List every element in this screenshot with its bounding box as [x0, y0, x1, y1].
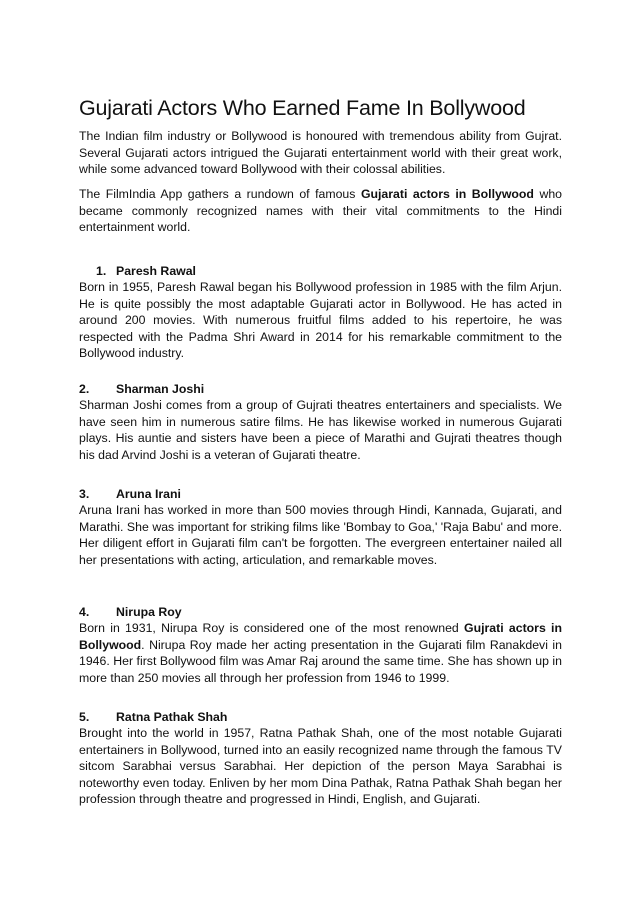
intro-paragraph-2	[79, 186, 562, 236]
actor-name: Ratna Pathak Shah	[116, 710, 228, 724]
actor-number: 4.	[79, 605, 90, 619]
actor-name: Sharman Joshi	[116, 382, 205, 396]
actor-description-1: Born in 1955, Paresh Rawal began his Bollywood profession in 1985 with the film Arjun. He is quite possibly the most adaptable Gujarati actor in Bollywood. He has acted in around 200 movies. With numerous fruitful films added to his repertoire, he was respected with the Padma Shri Award in 2014 for his remarkable commitment to the Bollywood industry.	[79, 280, 562, 361]
actor-heading-2	[79, 381, 204, 398]
intro-paragraph-1: The Indian film industry or Bollywood is honoured with tremendous ability from Gujrat. Several Gujarati actors intrigued the Gujarati entertainment world with their great work, while some advanced toward Bollywood with their colossal abilities.	[79, 129, 562, 177]
actor-text-bold: Gujrati actors in Bollywood	[79, 621, 562, 652]
actor-heading-3	[79, 486, 181, 503]
document-title: Gujarati Actors Who Earned Fame In Bollywood	[79, 96, 526, 120]
actor-number: 3.	[79, 487, 90, 501]
actor-text-after: . Nirupa Roy made her acting presentation in the Gujarati film Ranakdevi in 1946. Her first Bollywood film was Amar Raj around the same time. She has shown up in more than 250 movies all through her profession from 1946 to 1999.	[79, 637, 562, 685]
actor-name: Aruna Irani	[116, 487, 181, 501]
actor-description-4	[79, 620, 562, 686]
actor-heading-1	[96, 263, 196, 280]
intro-text-before: The FilmIndia App gathers a rundown of famous	[79, 187, 361, 201]
actor-number: 5.	[79, 710, 90, 724]
actor-number: 2.	[79, 382, 90, 396]
actor-name: Paresh Rawal	[116, 264, 196, 278]
intro-text-bold: Gujarati actors in Bollywood	[360, 187, 534, 201]
actor-number: 1.	[96, 264, 107, 278]
actor-text-before: Born in 1931, Nirupa Roy is considered one of the most renowned	[79, 621, 465, 635]
actor-description-3: Aruna Irani has worked in more than 500 movies through Hindi, Kannada, Gujarati, and Marathi. She was important for striking films like 'Bombay to Goa,' 'Raja Babu' and more. Her diligent effort in Gujarati film can't be forgotten. The evergreen entertainer nailed all her presentations with acting, articulation, and remarkable moves.	[79, 503, 562, 567]
actor-name: Nirupa Roy	[116, 605, 182, 619]
actor-heading-4	[79, 604, 182, 621]
actor-description-2: Sharman Joshi comes from a group of Gujrati theatres entertainers and specialists. We have seen him in numerous satire films. He has likewise worked in numerous Gujarati plays. His auntie and sisters have been a piece of Marathi and Gujrati theatres though his dad Arvind Joshi is a veteran of Gujarati theatre.	[79, 398, 562, 462]
actor-heading-5	[79, 709, 227, 726]
intro-text-after: who became commonly recognized names with their vital commitments to the Hindi entertainment world.	[79, 187, 563, 235]
actor-description-5: Brought into the world in 1957, Ratna Pathak Shah, one of the most notable Gujarati entertainers in Bollywood, turned into an easily recognized name through the famous TV sitcom Sarabhai versus Sarabhai. Her depiction of the person Maya Sarabhai is noteworthy even today. Enliven by her mom Dina Pathak, Ratna Pathak Shah began her profession through theatre and progressed in Hindi, English, and Gujarati.	[79, 726, 562, 807]
